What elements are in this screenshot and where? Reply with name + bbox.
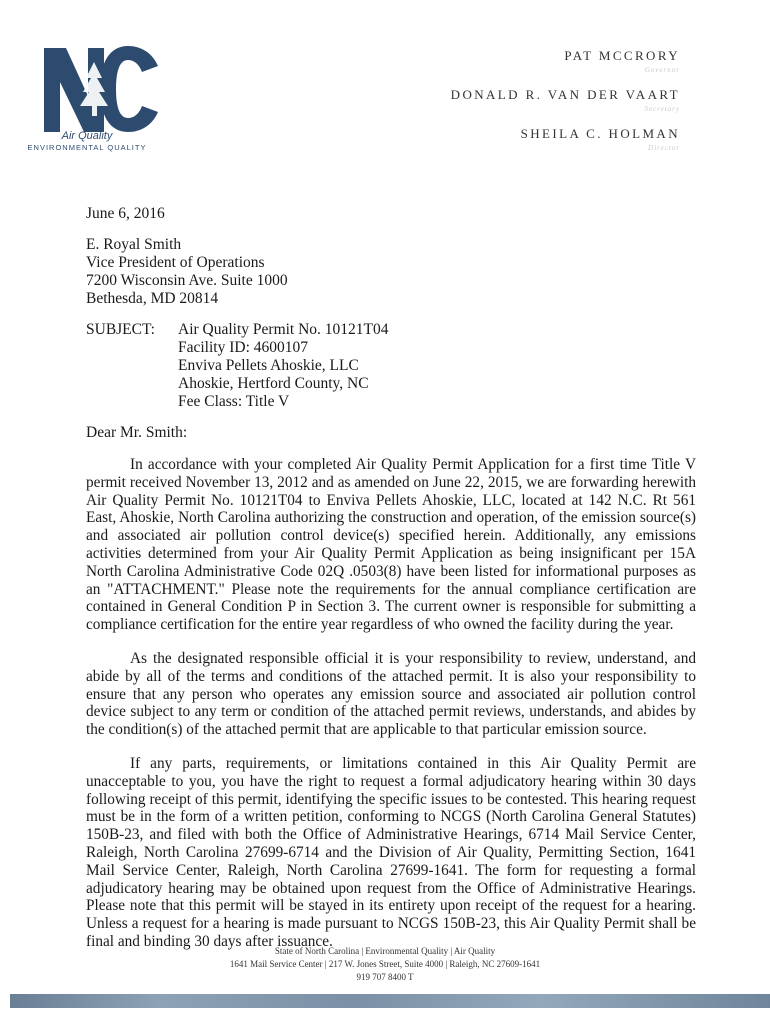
nc-logo-mark [42,42,160,134]
subject-line: Air Quality Permit No. 10121T04 [178,321,389,338]
address-line: 7200 Wisconsin Ave. Suite 1000 [86,272,288,289]
official-director [451,126,680,152]
official-title: Secretary [644,105,680,113]
salutation: Dear Mr. Smith: [86,424,188,441]
body-paragraph: In accordance with your completed Air Quality Permit Application for a first time Title V permit received November 13, 2012 and as amended on June 22, 2015, we are forwarding herewith Air Quality Permit No. 10121T04 to Enviva Pellets Ahoskie, LLC, located at 142 N.C. Rt 561 East, Ahoskie, North Carolina authorizing the construction and operation, of the emission source(s) and associated air pollution control device(s) specified herein. Additionally, any emissions activities determined from your Air Quality Permit Application as being insignificant per 15A North Carolina Administrative Code 02Q .0503(8) have been listed for informational purposes as an "ATTACHMENT." Please note the requirements for the annual compliance certification are contained in General Condition P in Section 3. The current owner is responsible for submitting a compliance certification for the entire year regardless of who owned the facility during the year. [86,456,696,634]
official-secretary [451,87,680,113]
subject-block [86,321,696,411]
footer-line: 919 707 8400 T [356,972,414,982]
logo-department-name: ENVIRONMENTAL QUALITY [27,143,147,152]
footer-line: State of North Carolina | Environmental Quality | Air Quality [274,946,496,956]
footer-line: 1641 Mail Service Center | 217 W. Jones Street, Suite 4000 | Raleigh, NC 27609-1641 [229,959,541,969]
subject-line: Ahoskie, Hertford County, NC [178,375,369,392]
official-name: DONALD R. VAN DER VAART [450,87,680,102]
logo-division-name: Air Quality [61,130,113,142]
officials-block [451,48,680,165]
body-paragraph: If any parts, requirements, or limitations contained in this Air Quality Permit are unacceptable to you, you have the right to request a formal adjudicatory hearing within 30 days following receipt of this permit, identifying the specific issues to be contested. This hearing request must be in the form of a written petition, conforming to NCGS (North Carolina General Statutes) 150B-23, and filed with both the Office of Administrative Hearings, 6714 Mail Service Center, Raleigh, North Carolina 27699-6714 and the Division of Air Quality, Permitting Section, 1641 Mail Service Center, Raleigh, North Carolina 27699-1641. The form for requesting a formal adjudicatory hearing may be obtained upon request from the Office of Administrative Hearings. Please note that this permit will be stayed in its entirety upon receipt of the request for a hearing. Unless a request for a hearing is made pursuant to NCGS 150B-23, this Air Quality Permit shall be final and binding 30 days after issuance. [86,754,696,950]
subject-lines [178,321,389,411]
official-title: Director [648,144,680,152]
body-paragraph: As the designated responsible official it is your responsibility to review, understand, and abide by all of the terms and conditions of the attached permit. It is also your responsibility to ensure that any person who operates any emission source and associated air pollution control device subject to any term or condition of the attached permit reviews, understands, and abides by the condition(s) of the attached permit that are applicable to that particular emission source. [86,649,696,739]
letter-body [86,205,696,951]
official-governor [451,48,680,74]
recipient-address [86,236,696,308]
subject-line: Enviva Pellets Ahoskie, LLC [178,357,359,374]
official-title: Governor [644,66,680,74]
letter-date: June 6, 2016 [86,205,165,222]
official-name: SHEILA C. HOLMAN [520,126,680,141]
address-line: Vice President of Operations [86,254,265,271]
address-line: Bethesda, MD 20814 [86,290,219,307]
subject-line: Fee Class: Title V [178,393,290,410]
subject-line: Facility ID: 4600107 [178,339,309,356]
footer-bar [10,994,770,1008]
agency-logo [12,40,162,158]
letterhead-footer [0,945,770,984]
address-line: E. Royal Smith [86,236,182,253]
subject-label: SUBJECT: [86,321,155,338]
official-name: PAT MCCRORY [564,48,680,63]
